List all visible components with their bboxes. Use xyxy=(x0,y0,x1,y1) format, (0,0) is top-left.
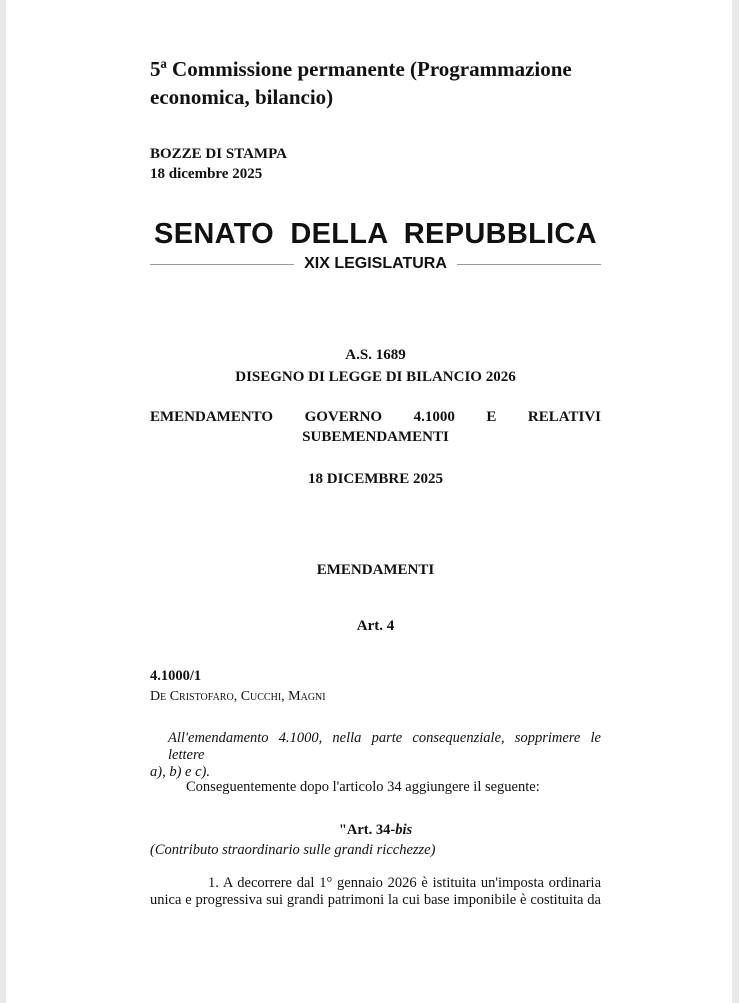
amendment-heading xyxy=(150,407,601,447)
commission-line-1: 5ª Commissione permanente (Programmazione xyxy=(150,57,572,81)
bill-number: A.S. 1689 xyxy=(345,347,406,363)
institution-name: SENATO DELLA REPUBBLICA xyxy=(154,218,597,250)
instruction-line-1: All'emendamento 4.1000, nella parte consequenziale, sopprimere le lettere xyxy=(168,730,601,763)
legislature: XIX LEGISLATURA xyxy=(304,255,447,272)
divider xyxy=(457,264,601,265)
draft-label: BOZZE DI STAMPA xyxy=(150,146,287,162)
commission-title xyxy=(150,55,601,111)
paragraph-line-1: 1. A decorrere dal 1° gennaio 2026 è istituita un'imposta ordinaria xyxy=(208,875,601,891)
new-article-suffix: bis xyxy=(395,822,413,838)
divider xyxy=(150,264,294,265)
amendment-authors: De Cristofaro, Cucchi, Magni xyxy=(150,689,326,704)
commission-line-2: economica, bilancio) xyxy=(150,85,334,109)
amendment-id: 4.1000/1 xyxy=(150,668,202,684)
bill-date: 18 DICEMBRE 2025 xyxy=(307,471,443,487)
new-article-title xyxy=(150,822,601,839)
paragraph-line-2: unica e progressiva sui grandi patrimoni la cui base imponibile è costituita da xyxy=(150,892,601,908)
bill-title: DISEGNO DI LEGGE DI BILANCIO 2026 xyxy=(235,369,516,385)
article-heading: Art. 4 xyxy=(356,618,395,634)
draft-info xyxy=(150,144,601,184)
bill-heading xyxy=(150,344,601,388)
consequently-text: Conseguentemente dopo l'articolo 34 aggiungere il seguente: xyxy=(186,779,540,795)
article-paragraph xyxy=(150,875,601,909)
draft-date: 18 dicembre 2025 xyxy=(150,166,263,182)
amendment-heading-line-2: SUBEMENDAMENTI xyxy=(302,429,449,445)
document-page xyxy=(6,0,732,1003)
legislature-row xyxy=(150,255,601,273)
amendment-instruction xyxy=(150,730,601,781)
new-article-prefix: "Art. 34- xyxy=(338,822,396,838)
new-article-subtitle: (Contributo straordinario sulle grandi ricchezze) xyxy=(150,842,436,858)
section-heading: EMENDAMENTI xyxy=(316,562,435,578)
instruction-line-2: a), b) e c). xyxy=(150,764,210,780)
amendment-heading-line-1: EMENDAMENTO GOVERNO 4.1000 E RELATIVI xyxy=(150,409,601,425)
